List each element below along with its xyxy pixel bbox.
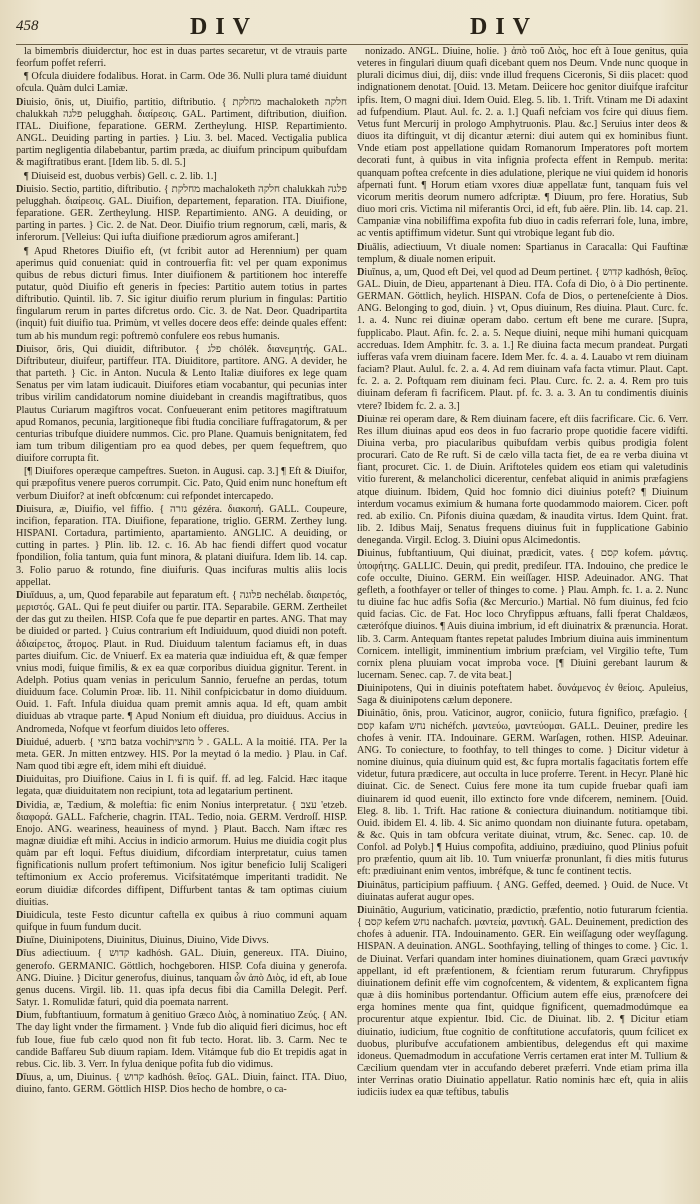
right-column bbox=[357, 46, 688, 1196]
dictionary-entry: Dīuus, a, um, Diuinus. { קדוש kadhósh. θεῖος. GAL. Diuin, fainct. ITA. Diuo, diuino, fanto. GERM. Göttlich HISP. Dios hecho de hombre, o ca- bbox=[16, 1071, 347, 1096]
dictionary-entry: ¶ Apud Rhetores Diuifio eft, (vt fcribit autor ad Herennium) per quam aperimus quid conueniat: quid in controuerfia fit: vel per quam exponimus quibus de rebus dicturi fimus. Inter diuifionem & partitionem hoc intereffe putatur, quòd Diuifio eft generis in fpecies: Partitio autem totius in partes diftributio. Quintil. lib. 7. Sic igitur diuifio rerum plurium in fingulas: Partitio fingularum rerum in partes difcretus ordo. Cic. 3. de Nat. Deor. Quadripartita (inquit) fuit diuifio tua. Primùm, vt velles docere deos effe: deinde quales effent: tum ab his mundum regi: poftremò confulere eos rebus humanis. bbox=[16, 245, 347, 342]
dictionary-entry: Dividia, æ, Tædium, & moleftia: fic enim Nonius interpretatur. { עצב 'etzeb. διαφορά. GALL. Fafcherie, chagrin. ITAL. Tedio, noia. GERM. Verdroſſ. HISP. Enojo. ANG. weariness, heauiness of mynd. } Plaut. Bacch. Nam iftæc res magnæ diuidiæ eft mihi. Accius in indicio armorum. Huius me diuidia cogit plus quàm par eft loqui. Feftus diuidium, difcordiam interpretatur, cuius tamen fignificationis nullum profert teftimonium. Nos igitur beneficio Iulij Scaligeri teftimonium ex Accio proferemus. Vicifsitatémque imperitanti tradidit. Ne eorum diuidiæ difcordes diffipent, Diffurbent tantas & tam optimas ciuium diuitias. bbox=[16, 799, 347, 908]
dictionary-entry: Diuisio, ōnis, ut, Diuifio, partitio, diftributio. { מחלקת machaloketh חלקה chalukkah פלגה pelugghah. διαίρεσις. GAL. Partiment, diftribution, diuifion. ITAL. Diuifione, feparatione. GERM. Zertheylung. HISP. Repartimiento. ANGL. Deuiding parting in parties. } Liu. 3. bel. Maced. Vectigalia publica partim negligentia dilabebantur, partim præda, ac diuifum principum quibufdam & magiftratibus erant. [Idem lib. 5. dl. 5.] bbox=[16, 96, 347, 169]
dictionary-entry: Diuīne, Diuinipotens, Diuinitus, Diuinus, Diuino, Vide Divvs. bbox=[16, 935, 269, 947]
dictionary-entry: ¶ Ofcula diuidere fodalibus. Horat. in Carm. Ode 36. Nulli plura tamé diuidunt ofcula. Quàm dulci Lamiæ. bbox=[16, 71, 347, 95]
page-number: 458 bbox=[16, 18, 39, 34]
dictionary-entry: [¶ Diuifores operæque campeftres. Sueton. in Augusi. cap. 3.] ¶ Eft & Diuifor, qui præpofitus venere pueros corrumpit. Cic. Pato, Quid enim nunc honeftum eft verbum Diuifor? at ineft obfcœnum: cui refpondet intercapedo. bbox=[16, 466, 347, 502]
dictionary-entry: Diuīnus, a, um, Quod eft Dei, vel quod ad Deum pertinet. { קדוש kadhósh, θεῖος. GAL. Diuin, de Dieu, appartenant à Dieu. ITA. Cofa di Dio, ò à Dio pertinente. GERMAN. Göttlich, heylich. HISPAN. Cofa de Dios, o perteneſciente à Dios. ANG. Belonging to god, diuin. } vt, Opus diuinum, Res diuina. Plaut. Curc. fc. 1. a. 4. Nunc rei diuinæ operam dabo. certum eft bene me curare. [Supra, fupplicabo. Plaut. Afin. fc. 2. a. 5. Neque diuini, neque mihi humani quicquam accreduas. Idem Amphitr. fc. 3. a. 1.] Re diuina facta mecum prandeat. Purgati iufferas vafa vrem diuinam facere. Idem Mer. fc. 4. a. 4. Lauabo vt rem diuinam faciam? Plaut. Aulul. fc. 2. a. 4. Ad rem diuinam vafa facta vtimur. Plaut. Capt. fc. 2. a. 2. Poftquam rem diuinam feci. Plau. Curc. fc. 2. a. 4. Rem pro tuis diuinam deferam fi facrificem. Plaut. pf. fc. 3. a. 3. An tu condimentis diuinis vtere? Ibidem fc. 2. a. 3.] bbox=[357, 266, 688, 412]
dictionary-entry: Diuidué, aduerb. { בחצי batza vochiל מחצית . GALL. A la moitié. ITA. Per la meta. GER. Jn mitten entzwey. HIS. Por la meytad ó la medio. } Plau. in Caf. Nam quod tibi ægre eft, idem mihi eft diuidué. bbox=[16, 736, 347, 773]
dictionary-entry: Diuisura, æ, Diuifio, vel fiffio. { גזרה gézéra. διακοπή. GALL. Coupeure, incifion, feparation. ITA. Diuifione, feparatione, triglio. GERM. Zerthey lung. HISPANI. Cortadura, partimiento, apartamiento. ANGLIC. A deuiding, or cutting in partes. } Plin. lib. 12. c. 16. Ab hac fiendi differt quod vocatur fpondilion, folia tantum, quia funt minora, & platani diuifura. Idem lib. 14. cap. 3. Folio paruo & rotundo, fine diuifuris. Quas incifuras multis aliis locis appellat. bbox=[16, 503, 347, 588]
dictionary-entry: Dīus adiectiuum. { קדוש kadhósh. GAL. Diuin, genereux. ITA. Diuino, generofo. GERMANIC. Göttlich, hochgeboren. HISP. Cofa diuina y generofa. ANG. Diuine. } Dicitur generofus, diuinus, tanquam ὧν ἀπὸ Διὸς, id eft, ab Ioue genus ducens. Virgil. lib. 11. quas ipfa decus fibi dia Camilla Delegit. Perf. Satyr. 1. Romulidæ faturi, quid dia poemata narrent. bbox=[16, 948, 347, 1009]
header-rule bbox=[16, 44, 688, 45]
running-header bbox=[0, 14, 700, 44]
left-column bbox=[16, 46, 347, 1196]
dictionary-entry: Diuinipotens, Qui in diuinis poteftatem habet. δυνάμενος ἐν θείοις. Apuleius, Saga & diuinipotens cælum deponere. bbox=[357, 683, 688, 707]
dictionary-entry: Diuidicula, teste Festo dicuntur caftella ex quibus à riuo communi aquam quifque in fuum fundum ducit. bbox=[16, 909, 347, 934]
dictionary-entry: Diuisio. Sectio, partitio, diftributio. { מחלקת machaloketh חלקה chalukkah פלגה pelugghah. διαίρεσις. GAL. Diuifion, departement, feparation. ITA. Diuifione, feparatione. GER. Zertheylung. HISP. Repartimiento. ANG. A deuiding, or parting in partes. } Cic. 2. de Nat. Deor. Diuifio trium regnorum, cæli, maris, & inferorum. [Velleius: Qui iufta diuifione prædiorum agros amiferant.] bbox=[16, 183, 347, 244]
dictionary-entry: Diuinātio, Augurium, vaticinatio, prædictio, præfentio, notio futurarum fcientia. { קסם kefem נחש nachafch. μαντεία, μαντικὴ. GAL. Deuinement, prediction des chofes à aduenir. ITA. Indouinamento. GER. Ein weiſſagung oder weyſſagung. HISPAN. A deuination. ANGL. Soothfaying, telling of thinges to come. } Cic. 1. de Diuinat. Verfari quandam inter homines diuinationem, quam Græci μαντικήν appellant, id eft præfentionem, & fcientiam rerum futurarum. Chryfippus diuinationem definit effe vim cognofcentem, & videntem, & explicantem figna quæ à diis hominibus portendantur. Officium autem effe eius, prænofcere dei erga homines mente qua fint, quidque fignificent, quemadmodúmque ea procurentur atque expientur. Ibid. Cic. de Diuinat. lib. 2. ¶ Dicitur etiam diuinatio, iudicium, ftue cognitio de conftitutione accufatoris, quum fcilicet ex duobus, pluribufve accufationem ambientibus, delegendus eft qui maxime idoneus. Quemadmodum in accufatione Verris certamen erat inter M. Tullium & Cæcilium quendam vter in accufando deberet præferri. Vnde etiam prima illa inter Verrinas oratio Diuinatio appellatur. Ratio nominis hæc eft, quia in aliis iudiciis iudex ea quæ teftibus, tabulis bbox=[357, 904, 688, 1099]
dictionary-entry: Diuīduus, a, um, Quod feparabile aut feparatum eft. { פלוגה nechélab. διαιρετός, μεριστός. GAL. Qui fe peut diuifer ou partir. ITA. Separabile. GERM. Zertheilet der das gut zu theilen. HISP. Cofa que fe pue departir en partes. ANG. That may be diuided or parted. } Cuius contrarium eft Indiuiduum, quod diuidi non poteft. ἀδιαίρετος, ἄτομος. Plaut. in Rud. Diuiduum talentum faciamus eft, in duas partes diuifum. Cic. de Vniuerf. Ex ea materia quæ indiuidua eft, & quæ femper vnius modi, fuique fimilis, & ex ea quæ corporibus diuidua gignitur. Terent. in Adelph. Potius quam venias in periculum Sannio, feruefne an perdas, totum diuiduum face. Columin Proæ. lib. 11. Nihil confpicicbatur in domo diuiduum. Ouid. 1. Faft. Infula diuidua quam premit amnis aqua. Id eft, quam ambit diuiduas ab vtraque parte. ¶ Apud Nonium eft diuidua, pro diuiduus. Accius in Andromeda, Nofque vt feorfum diuidos leto offeres. bbox=[16, 589, 347, 735]
dictionary-entry: ¶ Diuiseid est, duobus verbis) Gell. c. 2. lib. 1.] bbox=[24, 170, 217, 182]
dictionary-entry: nonizado. ANGL. Diuine, holie. } ἀπὸ τοῦ Διὸς, hoc eft à Ioue genitus, quia veteres in fingulari diuum quafi dicebant quem nos Deum. Vnde nunc quoque in plurali dicimus diui, dij, diis: vnde illud frequens Ciceronis, Si diis placet: quod indignationem denotat. [Ouid. 13. Metam. Deiicere hoc genitor diuifque irafcitur ipfis. Item, O magni diui. Idem Ouid. Eleg. 5. lib. 1. Trift. Vtinam me Di adaxint ad fufpendium. Plaut. Aul. fc. 2. a. 1.] Quafi nefciam vos fcire qui diuus fiem. Vetus funt Mercurij in prologo Amphytruonis. Plau. &c.] Seruius inter deos & diuos ita diftinguit, vt dij dicantur æterni: diui autem qui ex hominibus fiunt. Vnde etiam post appellatione quidam Romanorum Imperatores poft mortem decorati funt, à quibus in vita infignia profecta effent in Rempub. merita: quanquam poftea crefcente in dies adulatione, plerique ne viui quidem id honoris afpernati funt. ¶ Horum etiam vxores diuæ appellatæ funt, tanquam fuis vel vicorum meritis deorum numero adfcriptæ. ¶ Diuum, pro fere. Horatius, Sub diuo mori cris. Victima nil miferantis Orci, id eft, fub aëre. Plin. lib. 14. cap. 21. Campaniæ vina nobiliffima expofita fub diuo in cadis referrari fole, luna, imbre, ac ventis aptiffimum videtur. Sunt qui vtrobique legant fub dio. bbox=[357, 46, 688, 240]
dictionary-entry: Diuiduitas, pro Diuifione. Caius in I. fi is quif. ff. ad leg. Falcid. Hæc itaque legata, quæ diuiduitatem non recipiunt, tota ad legatarium pertinent. bbox=[16, 774, 347, 798]
running-headword-left: DIV bbox=[190, 14, 259, 40]
text-columns bbox=[16, 46, 688, 1196]
dictionary-entry: Diuinātio, ōnis, prou. Vaticinor, augror, coniicio, futura fignifico, præfagio. { קסם kafam נחש nichéfch. μαντεύω, μαντεύομαι. GALL. Deuiner, predire les chofes à venir. ITA. Indouinare. GERM. Warſagen, rothen. HISP. Adeuinar. ANG. To coniecture, to foothfay, to tell thinges to come. } Dicitur videtur à nomine diuinus, quia diuinum quid est, &c fupra mortalis fagacitatis fortem effe videtur, futura prædicere, aut occulta in luce proferre. Terent. in Hecyr. Planè hic diuinat. Cic. de Senect. Cuius fere mone ita tum cupide fruebar quafi iam diuinarem id quod euenit, illo extincto fore vnde difcerem, neminem. [Ouid. Eleg. 8. lib. 1. Trift. Hac ratione & coniectura diuinandum. notitiamque tibi. Ouid. ibidem El. 4. lib. 4. Sic animo quondam non diuinante futura. opetabam, & &c. Quis in tam obfcura veritate diuinat, vtrum, &c. Senec. cap. 10. de Confol. ad Polyb.] ¶ Huius compofita, addiuino, prædiuino, quod Plinius pofuit pro præfentio, quum ait lib. 10. Tum vniuerfæ pronunlant, fi dies mitis futurus eft: prædiuinant enim ventos, imbréfque, & tunc fe continent tectis. bbox=[357, 708, 688, 878]
dictionary-entry: Diuālis, adiectiuum, Vt diuale nomen: Spartianus in Caracalla: Qui Fauftinæ templum, & diuale nomen eripuit. bbox=[357, 241, 688, 265]
dictionary-entry: la bimembris diuiderctur, hoc est in duas partes secaretur, vt de vtrauis parte feorfum poffet referri. bbox=[16, 46, 347, 70]
running-headword-right: DIV bbox=[470, 14, 539, 40]
dictionary-entry: Diuinæ rei operam dare, & Rem diuinam facere, eft diis facrificare. Cic. 6. Verr. Res illum diuinas apud eos deos in fuo facrario prope quotidie facere vidifti. Diuina verba, pro piacularibus quibufdam verbis quibus prodigia folent procurari. Cato de Re ruft. Si de cælo villa tacta fiet, de ea re verba diuina vt fiant, procuret. Cic. 1. de Diuin. Ariftoteles quidem eos etiam qui valetudinis vitio furerent, & melancholici dicerentur, cenfebat aliquid in animis præfagiens atque diuinum. Ibidem, Quid hoc fomnio dici diuinius poteft? ¶ Diuinum interdum vocamus eximium & humana forte quodammodo maiorem. Cicer. poft red. ab exilio. Cn. Pifonis diuina quædam, & inaudita virtus. Idem Quint. frat. lib. 2. Idibus Maij, Senatus frequens diuinus fuit in fupplicatione Gabinio deneganda. Virgil. Eclog. 3. Diuini opus Alcimedontis. bbox=[357, 413, 688, 547]
dictionary-entry: Diuisor, ōris, Qui diuidit, diftributor. { פלג chólék. διανεμητής. GAL. Diftributeur, diuifeur, partiffeur. ITA. Diuiditore, partitore. ANG. A devider, he that parteth. } Cic. in Anton. Nucula & Lento Italiæ diuifores ex lege quam Senatus per vim latam iudicauit. Diuifores etiam vocabantur, qui pecunias inter tribus virilim candidatorum nomine diuidebant in creandis magiftratibus, quos Plautus Curiarum magiftros vocat. Confueuerant enim petitores magiftratuum apud Romanos, pecunia, largitioneque fibi ftudia conciliare fuffragatorum, & per centurias tribufque diuidere nummos. Cic. pro Plane. Quamuis benignitatem, fed iam tum tribum diligentiam pro ea quod debes, per quem fequeftrem, quo diuifore corrupta fit. bbox=[16, 343, 347, 465]
dictionary-entry: Diuinus, fubftantiuum, Qui diuinat, prædicit, vates. { קסם kofem. μάντις. ὑποφήτης. GALLIC. Deuin, qui predit, prediſeur. ITA. Indouino, che predice le cofe occulte, Diuino. GERM. Ein weiſſager. HISP. Adeuinador. ANG. That gefleth, a foothfayer or teller of thinges to come. } Plau. Amph. fc. 1. a. 2. Nunc tu diuine fac huc adfis Sofia (&c Mercurio.) Martial. Nô fum diuinus, fed fcio quid facias. Cic. de Fat. Hoc loco Chryfippus æftuans, falli fperat Chaldæos, cæterófque diuinos. ¶ Auis diuina imbrium, id eft diuinatrix & prænuncia. Horat. lib. 3. Carm. Antequam ftantes repetat paludes Imbrium diuina auis imminentum Cornicem. intelligit, imminentium imbrium præfciam, vel Virgilio tefte, Tum cornix plena pluuiam vocat improba voce. [¶ Diuini gerebant laurum & lucernam. Senec. cap. 7. de vita beat.] bbox=[357, 548, 688, 681]
dictionary-entry: Dium, fubftantiuum, formatum à genitiuo Græco Διὸς, à nominatiuo Ζεύς. { AN. The day light vnder the firmament. } Vnde fub dio aliquid fieri dicimus, hoc eft fub Ioue, fiue fub cælo quod non fit fub tecto. Horat. lib. 3. Carm. Nec te candide Baffareu Sub diuum rapiam. Idem. Vitámque fub dio Et trepidis agat in rebus. Cic. lib. 3. Verr. In fylua denique pofita fub dio vidimus. bbox=[16, 1010, 347, 1070]
dictionary-entry: Diuinātus, participium paffiuum. { ANG. Geffed, deemed. } Ouid. de Nuce. Vt diuinatas auferat augur opes. bbox=[357, 879, 688, 903]
